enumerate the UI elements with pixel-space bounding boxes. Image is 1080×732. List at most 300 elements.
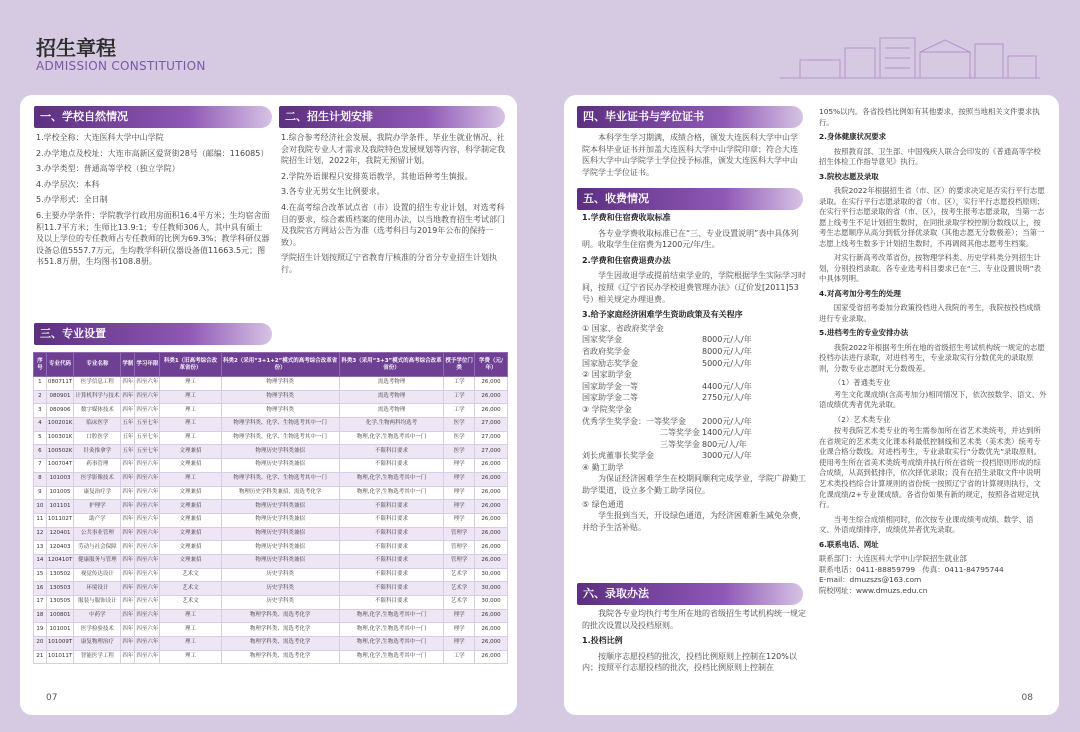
table-cell: 理工: [160, 377, 221, 391]
table-cell: 工学: [444, 377, 475, 391]
volunteer-text-2: 对实行新高考改革省份，按物理学科类、历史学科类分列招生计划，分别投档录取。各专业选考科目要求已在“三、专业设置说明”表中具体列明。: [819, 253, 1041, 284]
school-info-item: 6.主要办学条件：学院教学行政用房面积16.4平方米；生均宿舍面积11.7平方米；生师比13.9:1；专任教师306人，其中具有硕士及以上学位的专任教师占专任教师的比例为69.3%；教学科研仪器设备总值5557.7万元，生均教学科研仪器设备值11663.5元；图书51.8万册，生均图书108.8册。: [36, 210, 270, 267]
table-cell: 四至六年: [135, 623, 160, 637]
table-cell: 中药学: [74, 609, 121, 623]
table-cell: 艺术文: [160, 568, 221, 582]
table-cell: 26,000: [475, 500, 508, 514]
table-cell: 12: [34, 527, 47, 541]
table-cell: 不限科目要求: [339, 541, 444, 555]
section-majors-title: 三、专业设置: [34, 323, 272, 345]
table-row: [34, 568, 508, 582]
plan-item: 1.综合参考经济社会发展、我院办学条件、毕业生就业情况、社会对我院专业人才需求及我院特色发展规划等内容，科学制定我院招生计划，2022年，我院无预留计划。: [281, 133, 505, 166]
table-row: [34, 513, 508, 527]
table-cell: 理学: [444, 623, 475, 637]
fee-standard-text: 各专业学费收取标准已在“三、专业设置说明”表中具体列明。收取学生住宿费为1200元/年/生。: [582, 228, 799, 250]
table-cell: 物理学科类、化学、生物选考其中一门: [221, 418, 339, 432]
table-cell: 080901: [46, 390, 74, 404]
table-cell: 理工: [160, 418, 221, 432]
table-cell: 27,000: [475, 431, 508, 445]
table-cell: 26,000: [475, 609, 508, 623]
aid-group-title: ⑤ 绿色通道: [582, 499, 624, 509]
table-cell: 理工: [160, 431, 221, 445]
table-cell: 30,000: [475, 582, 508, 596]
table-cell: 080906: [46, 404, 74, 418]
majors-header-cell: 学费（元/年）: [475, 353, 508, 377]
aid-list-scholarships: [582, 334, 806, 369]
table-cell: 历史学科类: [221, 568, 339, 582]
table-cell: 四至六年: [135, 541, 160, 555]
table-cell: 物理历史学科类兼招: [221, 500, 339, 514]
table-cell: 26,000: [475, 554, 508, 568]
table-cell: 100801: [46, 609, 74, 623]
table-cell: 16: [34, 582, 47, 596]
table-row: [34, 459, 508, 473]
aid-item: [582, 439, 806, 451]
table-cell: 四至六年: [135, 500, 160, 514]
school-info-item: 3.办学类型：普通高等学校（独立学院）: [36, 164, 180, 174]
aid-name: 优秀学生奖学金：一等奖学金: [582, 416, 686, 426]
table-cell: 7: [34, 459, 47, 473]
table-cell: 26,000: [475, 459, 508, 473]
table-cell: 化学,生物两科均选考: [339, 418, 444, 432]
majors-header-cell: 科类2（采用“3+1+2”模式的高考综合改革省份）: [221, 353, 339, 377]
table-cell: 四年: [121, 541, 135, 555]
table-cell: 20: [34, 637, 47, 651]
table-cell: 四年: [121, 554, 135, 568]
table-cell: 四年: [121, 637, 135, 651]
table-cell: 1: [34, 377, 47, 391]
table-cell: 物理学科类: [221, 404, 339, 418]
table-cell: 8: [34, 472, 47, 486]
table-cell: 26,000: [475, 472, 508, 486]
aid-amount: 4400元/人/年: [702, 381, 752, 391]
table-cell: 120401: [46, 527, 74, 541]
majors-header-cell: 科类3（采用“3+3”模式的高考综合改革省份）: [339, 353, 444, 377]
table-cell: 物理,化学,生物选考其中一门: [339, 623, 444, 637]
refund-heading: 2.学费和住宿费退费办法: [582, 255, 671, 265]
table-cell: 30,000: [475, 568, 508, 582]
table-cell: 四至六年: [135, 596, 160, 610]
art-major-text: 按考我院艺术类专业的考生需参加所在省艺术类统考，并达到所在省规定的艺术类文化课本科最低控制线和艺术类（美术类）统考专业课合格分数线。对进档考生，专业录取实行“分数优先”录取原则。使用考生所在省美术类统考成绩并执行所在省统一投档原则形成的综合成绩，从高到低排序，依次择优录取；没有在招生录取文件中说明艺术类投档综合计算规则的省份统一按照辽宁省的计算规则执行，文化课成绩/2+专业课成绩。各省份如果有新的规定，按照各省规定执行。: [819, 426, 1041, 510]
table-cell: 物理学科类、需选考化学: [221, 650, 339, 664]
table-cell: 15: [34, 568, 47, 582]
table-cell: 口腔医学: [74, 431, 121, 445]
table-cell: 26,000: [475, 650, 508, 664]
table-cell: 四至六年: [135, 568, 160, 582]
contact-email[interactable]: E-mail：dmuzszs@163.com: [819, 575, 922, 585]
table-cell: 四年: [121, 609, 135, 623]
aid-item: [582, 381, 806, 393]
table-cell: 四至六年: [135, 513, 160, 527]
volunteer-heading: 3.院校志愿及录取: [819, 171, 879, 181]
table-cell: 四至六年: [135, 459, 160, 473]
aid-name: 国家奖学金: [582, 335, 622, 345]
table-cell: 101011T: [46, 650, 74, 664]
table-cell: 艺术学: [444, 582, 475, 596]
page-number-left: 07: [46, 692, 58, 703]
table-cell: 101009T: [46, 637, 74, 651]
table-cell: 助产学: [74, 513, 121, 527]
table-row: [34, 650, 508, 664]
art-major-heading: （2）艺术类专业: [833, 414, 891, 424]
table-cell: 理工: [160, 609, 221, 623]
table-row: [34, 418, 508, 432]
table-cell: 27,000: [475, 445, 508, 459]
table-cell: 物理学科类、需选考化学: [221, 623, 339, 637]
table-cell: 100301K: [46, 431, 74, 445]
table-cell: 临床医学: [74, 418, 121, 432]
ratio-text: 按顺序志愿投档的批次，投档比例原则上控制在120%以内；按照平行志愿投档的批次，投档比例原则上控制在: [582, 651, 797, 673]
contact-department: 联系部门：大连医科大学中山学院招生就业部: [819, 554, 967, 564]
table-cell: 五至七年: [135, 431, 160, 445]
table-cell: 四年: [121, 390, 135, 404]
majors-table-header-row: [34, 353, 508, 377]
table-cell: 27,000: [475, 418, 508, 432]
table-cell: 物理,化学,生物选考其中一门: [339, 637, 444, 651]
aid-amount: 2000元/人/年: [702, 416, 752, 426]
table-cell: 理工: [160, 472, 221, 486]
table-cell: 四年: [121, 527, 135, 541]
table-cell: 物理历史学科类兼招: [221, 513, 339, 527]
right-page: [564, 95, 1059, 715]
plan-item: 2.学院外语课程只安排英语教学，其他语种考生慎报。: [281, 171, 473, 181]
table-cell: 需选考物理: [339, 390, 444, 404]
table-cell: 艺术学: [444, 568, 475, 582]
table-cell: 21: [34, 650, 47, 664]
table-cell: 环境设计: [74, 582, 121, 596]
table-cell: 劳动与社会保障: [74, 541, 121, 555]
table-cell: 理工: [160, 637, 221, 651]
table-cell: 物理,化学,生物选考其中一门: [339, 609, 444, 623]
table-cell: 26,000: [475, 377, 508, 391]
tie-break-text: 当考生综合成绩相同时，依次按专业课成绩考成绩、数学、语文、外语成绩排序，成绩优异者优先录取。: [819, 514, 1034, 535]
section-enrollment-plan-title: 二、招生计划安排: [279, 106, 505, 128]
majors-header-cell: 科类1（旧高考综合改革省份）: [160, 353, 221, 377]
school-info-item: 4.办学层次：本科: [36, 179, 100, 189]
table-cell: 物理,化学,生物选考其中一门: [339, 486, 444, 500]
table-cell: 物理学科类、需选考化学: [221, 609, 339, 623]
table-cell: 26,000: [475, 390, 508, 404]
table-cell: 理学: [444, 513, 475, 527]
table-row: [34, 390, 508, 404]
table-cell: 101003: [46, 472, 74, 486]
section-certificates-title: 四、毕业证书与学位证书: [577, 106, 803, 128]
majors-header-cell: 专业代码: [46, 353, 74, 377]
aid-item: [582, 427, 806, 439]
table-cell: 五至七年: [135, 445, 160, 459]
bonus-heading: 4.对高考加分考生的处理: [819, 288, 901, 298]
table-cell: 理学: [444, 637, 475, 651]
contact-phone: 联系电话：0411-88859799 传真：0411-84795744: [819, 564, 1004, 574]
table-cell: 管理学: [444, 541, 475, 555]
page-subtitle: ADMISSION CONSTITUTION: [36, 59, 206, 73]
aid-group-title: ① 国家、省政府奖学金: [582, 323, 664, 333]
table-cell: 物理历史学科类兼招: [221, 541, 339, 555]
table-cell: 四年: [121, 472, 135, 486]
aid-amount: 800元/人/年: [702, 439, 747, 449]
page-title: 招生章程: [36, 36, 116, 60]
table-cell: 9: [34, 486, 47, 500]
table-row: [34, 596, 508, 610]
table-cell: 080711T: [46, 377, 74, 391]
table-cell: 文理兼招: [160, 500, 221, 514]
table-cell: 100502K: [46, 445, 74, 459]
table-cell: 五年: [121, 445, 135, 459]
plan-item: 学院招生计划按照辽宁省教育厅核准的分省分专业招生计划执行。: [281, 253, 497, 274]
table-cell: 四至六年: [135, 527, 160, 541]
aid-amount: 3000元/人/年: [702, 451, 752, 461]
table-cell: 管理学: [444, 527, 475, 541]
table-cell: 26,000: [475, 404, 508, 418]
health-text: 按照教育部、卫生部、中国残疾人联合会印发的《普通高等学校招生体检工作指导意见》执行。: [819, 146, 1041, 167]
table-cell: 计算机科学与技术: [74, 390, 121, 404]
table-row: [34, 554, 508, 568]
table-cell: 文理兼招: [160, 527, 221, 541]
table-cell: 四年: [121, 486, 135, 500]
table-cell: 针灸推拿学: [74, 445, 121, 459]
table-cell: 26,000: [475, 527, 508, 541]
refund-text: 学生因故退学或提前结束学业的，学院根据学生实际学习时间，按照《辽宁省民办学校退费管理办法》（辽价发[2011]53号）相关规定办理退费。: [582, 271, 806, 304]
table-cell: 26,000: [475, 623, 508, 637]
aid-item: [582, 392, 806, 404]
table-cell: 视觉传达设计: [74, 568, 121, 582]
table-cell: 物理历史学科类兼招、需选考化学: [221, 486, 339, 500]
table-cell: 不限科目要求: [339, 445, 444, 459]
table-cell: 公共事业管理: [74, 527, 121, 541]
page-number-right: 08: [1021, 692, 1033, 703]
table-cell: 四年: [121, 650, 135, 664]
left-page: [20, 95, 517, 715]
table-cell: 历史学科类: [221, 596, 339, 610]
aid-amount: 8000元/人/年: [702, 335, 752, 345]
table-cell: 医学检验技术: [74, 623, 121, 637]
section-fees-title: 五、收费情况: [577, 188, 803, 210]
table-cell: 四至六年: [135, 609, 160, 623]
table-cell: 四至六年: [135, 650, 160, 664]
table-cell: 101102T: [46, 513, 74, 527]
table-cell: 不限科目要求: [339, 500, 444, 514]
table-cell: 4: [34, 418, 47, 432]
table-cell: 物理学科类、需选考化学: [221, 637, 339, 651]
aid-amount: 1400元/人/年: [702, 428, 752, 438]
table-cell: 医学: [444, 418, 475, 432]
table-row: [34, 445, 508, 459]
table-cell: 130503: [46, 582, 74, 596]
majors-header-cell: 专业名称: [74, 353, 121, 377]
admission-content-continued: [819, 107, 1047, 596]
table-cell: 药事管理: [74, 459, 121, 473]
table-row: [34, 582, 508, 596]
table-cell: 120410T: [46, 554, 74, 568]
table-cell: 康复治疗学: [74, 486, 121, 500]
table-cell: 19: [34, 623, 47, 637]
table-row: [34, 500, 508, 514]
table-cell: 14: [34, 554, 47, 568]
table-cell: 物理,化学,生物选考其中一门: [339, 472, 444, 486]
table-cell: 医学: [444, 431, 475, 445]
table-cell: 物理历史学科类兼招: [221, 554, 339, 568]
table-cell: 服装与服饰设计: [74, 596, 121, 610]
aid-item: [582, 334, 806, 346]
table-cell: 四至六年: [135, 554, 160, 568]
majors-header-cell: 授予学位门类: [444, 353, 475, 377]
health-heading: 2.身体健康状况要求: [819, 132, 887, 142]
aid-name: 二等奖学金: [660, 428, 700, 438]
work-study-text: 为保证经济困难学生在校期间顺利完成学业，学院广辟勤工助学渠道，设立多个勤工助学岗位。: [582, 474, 806, 496]
table-cell: 物理学科类、化学、生物选考其中一门: [221, 472, 339, 486]
table-cell: 物理学科类: [221, 377, 339, 391]
aid-item: [582, 358, 806, 370]
table-cell: 康复物理治疗: [74, 637, 121, 651]
table-cell: 管理学: [444, 554, 475, 568]
table-row: [34, 404, 508, 418]
table-cell: 四年: [121, 568, 135, 582]
table-cell: 文理兼招: [160, 445, 221, 459]
table-cell: 四至六年: [135, 472, 160, 486]
plan-item: 4.在高考综合改革试点省（市）设置的招生专业计划，对选考科目的要求，综合素质档案的使用办法，以当地教育招生考试部门及我院官方网站公告为准（选考科目与2019年公布的保持一致）。: [281, 202, 505, 247]
table-cell: 四至六年: [135, 582, 160, 596]
table-cell: 五年: [121, 431, 135, 445]
table-cell: 物理历史学科类兼招: [221, 459, 339, 473]
table-cell: 101101: [46, 500, 74, 514]
table-cell: 理学: [444, 472, 475, 486]
ratio-heading: 1.投档比例: [582, 636, 623, 646]
aid-name: 刘长虎董事长奖学金: [582, 451, 654, 461]
table-cell: 四年: [121, 513, 135, 527]
table-cell: 26,000: [475, 637, 508, 651]
table-cell: 理学: [444, 459, 475, 473]
table-cell: 四年: [121, 377, 135, 391]
table-cell: 3: [34, 404, 47, 418]
table-cell: 26,000: [475, 513, 508, 527]
major-assign-text: 我院2022年根据考生所在地的省级招生考试机构统一规定的志愿投档办法进行录取，对进档考生，专业录取实行分数优先的录取原则，分数专业志愿时无分数级差。: [819, 342, 1045, 373]
admission-intro: 我院各专业均执行考生所在地的省级招生考试机构统一规定的批次设置以及投档原则。: [582, 609, 806, 630]
table-cell: 13: [34, 541, 47, 555]
majors-header-cell: 学制: [121, 353, 135, 377]
contact-website[interactable]: 院校网址：www.dmuzs.edu.cn: [819, 585, 928, 595]
table-row: [34, 541, 508, 555]
section-admission-title: 六、录取办法: [577, 583, 803, 605]
table-cell: 四至六年: [135, 377, 160, 391]
table-cell: 理学: [444, 609, 475, 623]
table-cell: 不限科目要求: [339, 554, 444, 568]
table-row: [34, 377, 508, 391]
table-row: [34, 431, 508, 445]
table-cell: 26,000: [475, 486, 508, 500]
table-cell: 艺术文: [160, 596, 221, 610]
table-cell: 历史学科类: [221, 582, 339, 596]
table-cell: 理学: [444, 486, 475, 500]
table-cell: 物理学科类、化学、生物选考其中一门: [221, 431, 339, 445]
aid-name: 国家助学金一等: [582, 381, 638, 391]
aid-name: 省政府奖学金: [582, 346, 630, 356]
table-cell: 五至七年: [135, 418, 160, 432]
table-cell: 理工: [160, 650, 221, 664]
green-channel-text: 学生报到当天，开设绿色通道，为经济困难新生减免杂费，并给予生活补贴。: [582, 511, 806, 532]
school-info-list: [36, 132, 270, 272]
majors-table-body: [34, 377, 508, 664]
table-cell: 18: [34, 609, 47, 623]
major-assign-heading: 5.进档考生的专业安排办法: [819, 328, 909, 338]
contact-heading: 6.联系电话、网址: [819, 539, 879, 549]
table-row: [34, 637, 508, 651]
table-cell: 四年: [121, 623, 135, 637]
table-cell: 100704T: [46, 459, 74, 473]
ratio-text-cont: 105%以内。各省投档比例如有其他要求，按照当地相关文件要求执行。: [819, 107, 1040, 127]
campus-skyline-illustration: [780, 30, 1040, 80]
table-cell: 11: [34, 513, 47, 527]
table-row: [34, 609, 508, 623]
table-cell: 理工: [160, 404, 221, 418]
table-cell: 文理兼招: [160, 459, 221, 473]
aid-name: 国家励志奖学金: [582, 358, 638, 368]
section-school-info-title: 一、学校自然情况: [34, 106, 272, 128]
table-cell: 不限科目要求: [339, 527, 444, 541]
table-cell: 艺术文: [160, 582, 221, 596]
table-row: [34, 527, 508, 541]
aid-amount: 5000元/人/年: [702, 358, 752, 368]
plan-item: 3.各专业无男女生比例要求。: [281, 187, 385, 197]
table-row: [34, 623, 508, 637]
table-cell: 物理,化学,生物选考其中一门: [339, 650, 444, 664]
table-cell: 工学: [444, 650, 475, 664]
bonus-text: 国家受省招考委加分政策投档进入我院的考生，我院按投档成绩进行专业录取。: [819, 303, 1041, 323]
table-cell: 数字媒体技术: [74, 404, 121, 418]
table-cell: 2: [34, 390, 47, 404]
table-cell: 物理历史学科类兼招: [221, 445, 339, 459]
table-cell: 不限科目要求: [339, 459, 444, 473]
table-cell: 不限科目要求: [339, 582, 444, 596]
general-major-text: 考生文化课成绩(含高考加分)相同情况下，依次按数学、语文、外语成绩优秀者优先录取。: [819, 389, 1047, 410]
aid-heading: 3.给予家庭经济困难学生资助政策及有关程序: [582, 310, 743, 320]
aid-list-college-scholarships: [582, 416, 806, 462]
table-cell: 四至六年: [135, 390, 160, 404]
enrollment-plan-list: [281, 132, 505, 280]
table-cell: 物理,化学,生物选考其中一门: [339, 431, 444, 445]
table-cell: 医学影像技术: [74, 472, 121, 486]
table-cell: 130505: [46, 596, 74, 610]
table-cell: 文理兼招: [160, 513, 221, 527]
aid-list-grants: [582, 381, 806, 404]
table-cell: 10: [34, 500, 47, 514]
table-cell: 101001: [46, 623, 74, 637]
majors-header-cell: 学习年限: [135, 353, 160, 377]
table-cell: 30,000: [475, 596, 508, 610]
table-cell: 101005: [46, 486, 74, 500]
aid-item: [582, 346, 806, 358]
table-cell: 不限科目要求: [339, 513, 444, 527]
table-cell: 理学: [444, 500, 475, 514]
aid-amount: 8000元/人/年: [702, 346, 752, 356]
fee-standard-heading: 1.学费和住宿费收取标准: [582, 213, 671, 222]
table-cell: 26,000: [475, 541, 508, 555]
aid-item: [582, 416, 806, 428]
table-cell: 需选考物理: [339, 404, 444, 418]
table-cell: 文理兼招: [160, 554, 221, 568]
table-row: [34, 486, 508, 500]
table-cell: 文理兼招: [160, 541, 221, 555]
table-cell: 艺术学: [444, 596, 475, 610]
table-cell: 6: [34, 445, 47, 459]
school-info-item: 1.学校全称：大连医科大学中山学院: [36, 133, 164, 142]
table-cell: 四年: [121, 500, 135, 514]
table-cell: 物理学科类: [221, 390, 339, 404]
table-cell: 不限科目要求: [339, 596, 444, 610]
table-cell: 医学: [444, 445, 475, 459]
table-cell: 17: [34, 596, 47, 610]
table-row: [34, 472, 508, 486]
table-cell: 四年: [121, 459, 135, 473]
